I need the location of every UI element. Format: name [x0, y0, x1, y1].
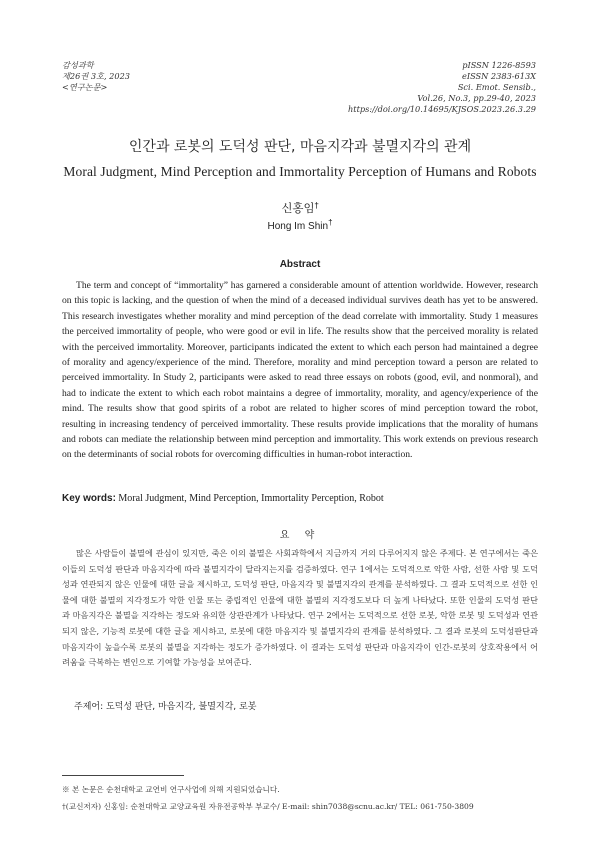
keywords-text: Moral Judgment, Mind Perception, Immortality Perception, Robot — [118, 493, 384, 504]
footnote-divider — [62, 775, 184, 776]
korean-abstract-heading: 요 약 — [279, 530, 321, 541]
article-type: <연구논문> — [62, 82, 108, 92]
doi-link[interactable]: https://doi.org/10.14695/KJSOS.2023.26.3.29 — [348, 104, 536, 114]
volume-pages: Vol.26, No.3, pp.29-40, 2023 — [417, 93, 536, 103]
korean-abstract-body: 많은 사람들이 불멸에 관심이 있지만, 죽은 이의 불멸은 사회과학에서 지금까지 거의 다루어지지 않은 주제다. 본 연구에서는 죽은 이들의 도덕성 판단과 마음지각에 따라 불멸지각이 달라지는지를 검증하였다. 연구 1에서는 도덕적으로 악한 사람, 선한 사람 및 도덕성과 연관되지 않은 인물에 대한 글을 제시하고, 도덕성 판단, 마음지각 및 불멸지각의 관계를 분석하였다. 그 결과 도덕적으로 선한 인물에 대한 불멸의 지각정도가 악한 인물 또는 중립적인 인물에 대한 불멸의 지각정도보다 더 높게 나타났다. 또한 인물의 도덕성 판단과 마음지각은 불멸을 지각하는 정도와 유의한 상관관계가 나타났다. 연구 2에서는 도덕적으로 선한 로봇, 악한 로봇 및 도덕성과 연관되지 않은, 기능적 로봇에 대한 글을 제시하고, 로봇에 대한 마음지각 및 불멸지각의 관계를 분석하였다. 그 결과 로봇의 도덕성판단과 마음지각이 높을수록 로봇의 불멸을 지각하는 정도가 증가하였다. 이 결과는 도덕성 판단과 마음지각이 인간-로봇의 상호작용에서 어려움을 극복하는 변인으로 기여할 가능성을 보여준다. — [62, 548, 538, 668]
journal-volume-ko: 제26권 3호, 2023 — [62, 71, 130, 81]
author-english — [0, 218, 600, 232]
keywords-en — [62, 493, 538, 504]
keywords-label: Key words: — [62, 493, 116, 504]
dagger-mark: † — [314, 201, 319, 210]
journal-info-left — [62, 60, 130, 93]
journal-abbrev: Sci. Emot. Sensib., — [457, 82, 536, 92]
eissn: eISSN 2383-613X — [462, 71, 536, 81]
abstract-heading: Abstract — [279, 259, 321, 270]
abstract-body: The term and concept of “immortality” has garnered a considerable amount of attention worldwide. However, research on this topic is lacking, and the question of when the mind of a deceased individual survives death has yet to be answered. This research investigates whether morality and mind perception of the dead correlate with immortality. Study 1 measures the perceived immortality of people, who were good or evil in life. The results show that the perceived morality is related with the perceived immortality. Moreover, participants indicated the extent to which each person had maintained a degree of morality and agency/experience of the mind. Therefore, morality and mind perception toward a person are related to perceived immortality. In Study 2, participants were asked to read three essays on robots (good, evil, and nonmoral), and had to indicate the extent to which each robot maintains a degree of immortality, morality, and agency/experience of the mind. The results show that good spirits of a robot are related to higher scores of mind perception toward the robot, resulting in increasing tendency of perceived immortality. These results provide implications that the morality of humans and robots can mediate the relationship between mind perception and immortality. This work extends on previous research on the determinants of social robots for overcoming difficulties in human-robot interaction. — [62, 280, 538, 461]
keywords-ko: 주제어: 도덕성 판단, 마음지각, 불멸지각, 로봇 — [74, 702, 257, 712]
dagger-mark: † — [328, 218, 333, 227]
author-korean — [0, 200, 600, 216]
author-name-en: Hong Im Shin — [267, 221, 329, 232]
author-name-ko: 신홍임 — [281, 201, 315, 215]
footnote-corresponding-author: †(교신저자) 신홍임: 순천대학교 교양교육원 자유전공학부 부교수/ E-mail: shin7038@scnu.ac.kr/ TEL: 061-750-3809 — [62, 802, 474, 811]
title-english: Moral Judgment, Mind Perception and Immortality Perception of Humans and Robots — [63, 164, 537, 179]
pissn: pISSN 1226-8593 — [462, 60, 536, 70]
journal-name-ko: 감성과학 — [62, 60, 94, 70]
title-korean: 인간과 로봇의 도덕성 판단, 마음지각과 불멸지각의 관계 — [128, 139, 472, 155]
footnote-funding: ※ 본 논문은 순천대학교 교연비 연구사업에 의해 지원되었습니다. — [62, 785, 280, 794]
journal-info-right — [348, 60, 536, 115]
